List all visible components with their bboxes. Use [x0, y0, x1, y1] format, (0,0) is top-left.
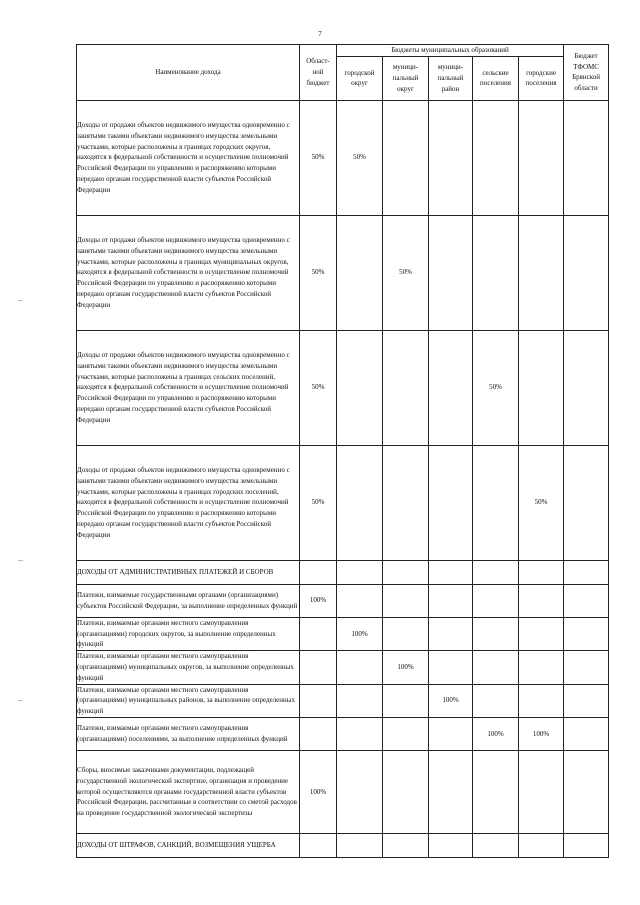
empty-cell: [429, 833, 473, 857]
share-cell-municipal-area: 100%: [429, 684, 473, 717]
share-cell-municipal-area: [429, 584, 473, 617]
share-cell-urban-district: [337, 215, 383, 330]
share-cell-regional: 50%: [300, 100, 337, 215]
share-cell-regional: 100%: [300, 750, 337, 833]
header-municipal-budgets: Бюджеты муниципальных образований: [337, 45, 564, 57]
empty-cell: [519, 833, 564, 857]
share-cell-rural-settlements: [473, 750, 519, 833]
table-row: [77, 651, 609, 684]
share-cell-municipal-area: [429, 100, 473, 215]
header-regional-budget: Област- ной бюджет: [300, 45, 337, 101]
share-cell-regional: 50%: [300, 215, 337, 330]
section-heading: ДОХОДЫ ОТ АДМИНИСТРАТИВНЫХ ПЛАТЕЖЕЙ И СБОРОВ: [77, 560, 300, 584]
share-cell-urban-settlements: [519, 684, 564, 717]
share-cell-municipal-district: [383, 617, 429, 650]
share-cell-urban-settlements: 100%: [519, 717, 564, 750]
revenue-name-cell: Доходы от продажи объектов недвижимого имущества одновременно с занятыми такими объектами недвижимого имущества земельными участками, которые расположены в границах городских поселений, находятся в федеральной собственности и осуществление полномочий Российской Федерации по управлению и распоряжению которыми передано органам государственной власти субъектов Российской Федерации: [77, 445, 300, 560]
share-cell-rural-settlements: [473, 684, 519, 717]
share-cell-urban-district: [337, 717, 383, 750]
revenue-name-cell: Доходы от продажи объектов недвижимого имущества одновременно с занятыми такими объектами недвижимого имущества земельными участками, которые расположены в границах сельских поселений, находятся в федеральной собственности и осуществление полномочий Российской Федерации по управлению и распоряжению которыми передано органам государственной власти субъектов Российской Федерации: [77, 330, 300, 445]
header-municipal-district: муници- пальный округ: [383, 56, 429, 100]
share-cell-urban-district: [337, 330, 383, 445]
share-cell-urban-settlements: [519, 100, 564, 215]
share-cell-tfoms: [564, 651, 609, 684]
share-cell-municipal-area: [429, 445, 473, 560]
share-cell-regional: [300, 651, 337, 684]
share-cell-rural-settlements: [473, 100, 519, 215]
share-cell-tfoms: [564, 445, 609, 560]
share-cell-tfoms: [564, 717, 609, 750]
share-cell-municipal-district: [383, 684, 429, 717]
share-cell-urban-settlements: [519, 617, 564, 650]
share-cell-urban-district: [337, 750, 383, 833]
header-municipal-area: муници- пальный район: [429, 56, 473, 100]
empty-cell: [564, 833, 609, 857]
empty-cell: [337, 833, 383, 857]
share-cell-municipal-area: [429, 750, 473, 833]
header-urban-district: городской округ: [337, 56, 383, 100]
share-cell-tfoms: [564, 330, 609, 445]
table-row: [77, 215, 609, 330]
empty-cell: [429, 560, 473, 584]
margin-mark: [18, 700, 23, 701]
share-cell-municipal-district: [383, 445, 429, 560]
share-cell-rural-settlements: [473, 651, 519, 684]
header-revenue-name: Наименование дохода: [77, 45, 300, 101]
share-cell-regional: [300, 684, 337, 717]
share-cell-regional: [300, 717, 337, 750]
revenue-name-cell: Платежи, взимаемые органами местного самоуправления (организациями) муниципальных округов, за выполнение определенных функций: [77, 651, 300, 684]
revenue-name-cell: Платежи, взимаемые органами местного самоуправления (организациями) муниципальных районов, за выполнение определенных функций: [77, 684, 300, 717]
share-cell-rural-settlements: [473, 215, 519, 330]
share-cell-regional: 100%: [300, 584, 337, 617]
margin-mark: [18, 560, 23, 561]
share-cell-municipal-district: [383, 717, 429, 750]
share-cell-urban-settlements: 50%: [519, 445, 564, 560]
share-cell-regional: 50%: [300, 445, 337, 560]
share-cell-municipal-area: [429, 717, 473, 750]
header-urban-settlements: городские поселения: [519, 56, 564, 100]
share-cell-regional: 50%: [300, 330, 337, 445]
empty-cell: [473, 833, 519, 857]
table-row: [77, 750, 609, 833]
share-cell-urban-settlements: [519, 215, 564, 330]
empty-cell: [564, 560, 609, 584]
empty-cell: [337, 560, 383, 584]
share-cell-rural-settlements: [473, 445, 519, 560]
revenue-name-cell: Платежи, взимаемые органами местного самоуправления (организациями) поселениями, за выполнение определенных функций: [77, 717, 300, 750]
share-cell-urban-district: [337, 651, 383, 684]
share-cell-municipal-area: [429, 215, 473, 330]
margin-mark: [18, 300, 23, 301]
share-cell-rural-settlements: 50%: [473, 330, 519, 445]
share-cell-tfoms: [564, 684, 609, 717]
share-cell-municipal-district: [383, 330, 429, 445]
share-cell-urban-district: 50%: [337, 100, 383, 215]
share-cell-municipal-area: [429, 617, 473, 650]
table-row: [77, 617, 609, 650]
share-cell-municipal-district: [383, 750, 429, 833]
share-cell-urban-district: [337, 684, 383, 717]
share-cell-municipal-area: [429, 330, 473, 445]
share-cell-municipal-district: [383, 100, 429, 215]
section-heading: ДОХОДЫ ОТ ШТРАФОВ, САНКЦИЙ, ВОЗМЕЩЕНИЯ УЩЕРБА: [77, 833, 300, 857]
empty-cell: [383, 833, 429, 857]
table-row: [77, 445, 609, 560]
table-row: [77, 717, 609, 750]
revenue-name-cell: Сборы, вносимые заказчиками документации, подлежащей государственной экологической экспертизе, организация и проведение которой осуществляются органами государственной власти субъектов Российской Федерации, рассчитанные в соответствии со сметой расходов на проведение государственной экологической экспертизы: [77, 750, 300, 833]
table-row: [77, 330, 609, 445]
share-cell-rural-settlements: [473, 584, 519, 617]
share-cell-rural-settlements: [473, 617, 519, 650]
share-cell-tfoms: [564, 584, 609, 617]
revenue-name-cell: Платежи, взимаемые государственными органами (организациями) субъектов Российской Федерации, за выполнение определенных функций: [77, 584, 300, 617]
empty-cell: [383, 560, 429, 584]
table-row: [77, 100, 609, 215]
header-tfoms-budget: Бюджет ТФОМС Брянской области: [564, 45, 609, 101]
share-cell-urban-settlements: [519, 584, 564, 617]
share-cell-urban-district: 100%: [337, 617, 383, 650]
share-cell-municipal-district: 100%: [383, 651, 429, 684]
share-cell-tfoms: [564, 100, 609, 215]
share-cell-tfoms: [564, 750, 609, 833]
revenue-name-cell: Платежи, взимаемые органами местного самоуправления (организациями) городских округов, за выполнение определенных функций: [77, 617, 300, 650]
empty-cell: [300, 833, 337, 857]
share-cell-rural-settlements: 100%: [473, 717, 519, 750]
empty-cell: [473, 560, 519, 584]
section-row: [77, 560, 609, 584]
revenue-name-cell: Доходы от продажи объектов недвижимого имущества одновременно с занятыми такими объектами недвижимого имущества земельными участками, которые расположены в границах городских округов, находятся в федеральной собственности и осуществление полномочий Российской Федерации по управлению и распоряжению которыми передано органам государственной власти субъектов Российской Федерации: [77, 100, 300, 215]
empty-cell: [519, 560, 564, 584]
revenue-name-cell: Доходы от продажи объектов недвижимого имущества одновременно с занятыми такими объектами недвижимого имущества земельными участками, которые расположены в границах муниципальных округов, находятся в федеральной собственности и осуществление полномочий Российской Федерации по управлению и распоряжению которыми передано органам государственной власти субъектов Российской Федерации: [77, 215, 300, 330]
share-cell-municipal-district: [383, 584, 429, 617]
table-row: [77, 684, 609, 717]
share-cell-municipal-district: 50%: [383, 215, 429, 330]
share-cell-regional: [300, 617, 337, 650]
share-cell-urban-settlements: [519, 651, 564, 684]
empty-cell: [300, 560, 337, 584]
page-number: 7: [318, 30, 322, 38]
share-cell-tfoms: [564, 617, 609, 650]
section-row: [77, 833, 609, 857]
share-cell-tfoms: [564, 215, 609, 330]
share-cell-urban-settlements: [519, 330, 564, 445]
share-cell-municipal-area: [429, 651, 473, 684]
share-cell-urban-settlements: [519, 750, 564, 833]
share-cell-urban-district: [337, 445, 383, 560]
share-cell-urban-district: [337, 584, 383, 617]
table-row: [77, 584, 609, 617]
header-rural-settlements: сельские поселения: [473, 56, 519, 100]
revenue-distribution-table: [76, 44, 609, 858]
